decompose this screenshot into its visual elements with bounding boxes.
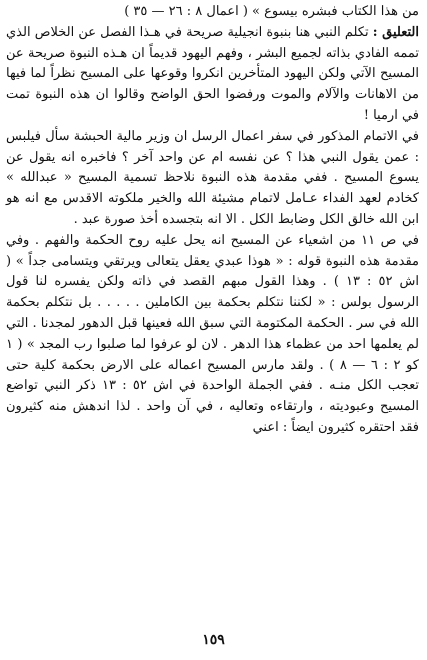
commentary-paragraph: [6, 23, 419, 127]
paragraph-acts: في الاتمام المذكور في سفر اعمال الرسل ان وزير مالية الحبشة سأل فيلبس : عمن يقول النبي هذا ؟ عن نفسه ام عن واحد آخر ؟ فاخبره انه يقول عن يسوع المسيح . ففي مقدمة هذه النبوة نلاحظ تسمية المسيح « عبدالله » كخادم لعهد الفداء عـامل لاتمام مشيئة الله والخير ملكوته الاقدس مع انه هو ابن الله خالق الكل وضابط الكل . الا انه بتجسده أخذ صورة عبد .: [6, 128, 419, 227]
paragraph-wisdom: في ص ١١ من اشعياء عن المسيح انه يحل عليه روح الحكمة والفهم . وفي مقدمة هذه النبوة قوله : « هوذا عبدي يعقل يتعالى ويرتقي ويتسامى جداً » ( اش ٥٢ : ١٣ ) . وهذا القول مبهم القصد في ذاته ولكن يفسره لنا قول الرسول بولس : « لكننا نتكلم بحكمة بين الكاملين . . . . . بل نتكلم بحكمة الله في سر . الحكمة المكتومة التي سبق الله فعينها قبل الدهور لمجدنا . التي لم يعلمها احد من عظماء هذا الدهر . لان لو عرفوا لما صلبوا رب المجد » ( ١ كو ٢ : ٦ — ٨ ) . ولقد مارس المسيح اعماله على الارض بحكمة كلية حتى تعجب الكل منـه . ففي الجملة الواحدة في اش ٥٢ : ١٣ ذكر النبي تواضع المسيح وعبوديته ، وارتقاءه وتعاليه ، في آن واحد . لذا اندهش منه كثيرون فقد احتقره كثيرون ايضاً : اعني: [6, 232, 419, 435]
opening-line: من هذا الكتاب فبشره بيسوع » ( اعمال ٨ : ٢٦ — ٣٥ ): [124, 4, 419, 19]
commentary-text: تكلم النبي هنا بنبوة انجيلية صريحة في هـذا الفصل عن الخلاص الذي تممه الفادي بذاته لجميع البشر ، وفهم اليهود قديماً ان هـذه النبوة صريحة عن المسيح الآتي ولكن اليهود المتأخرين انكروا وقوعها على المسيح نظراً لما فيها من الاهانات والآلام والموت ورفضوا الحق الواضح وقالوا ان هذه النبوة تمت في ارميا !: [6, 24, 419, 123]
page-body: [6, 2, 419, 439]
commentary-label: التعليق :: [372, 24, 419, 40]
page-number: ١٥٩: [202, 632, 225, 648]
